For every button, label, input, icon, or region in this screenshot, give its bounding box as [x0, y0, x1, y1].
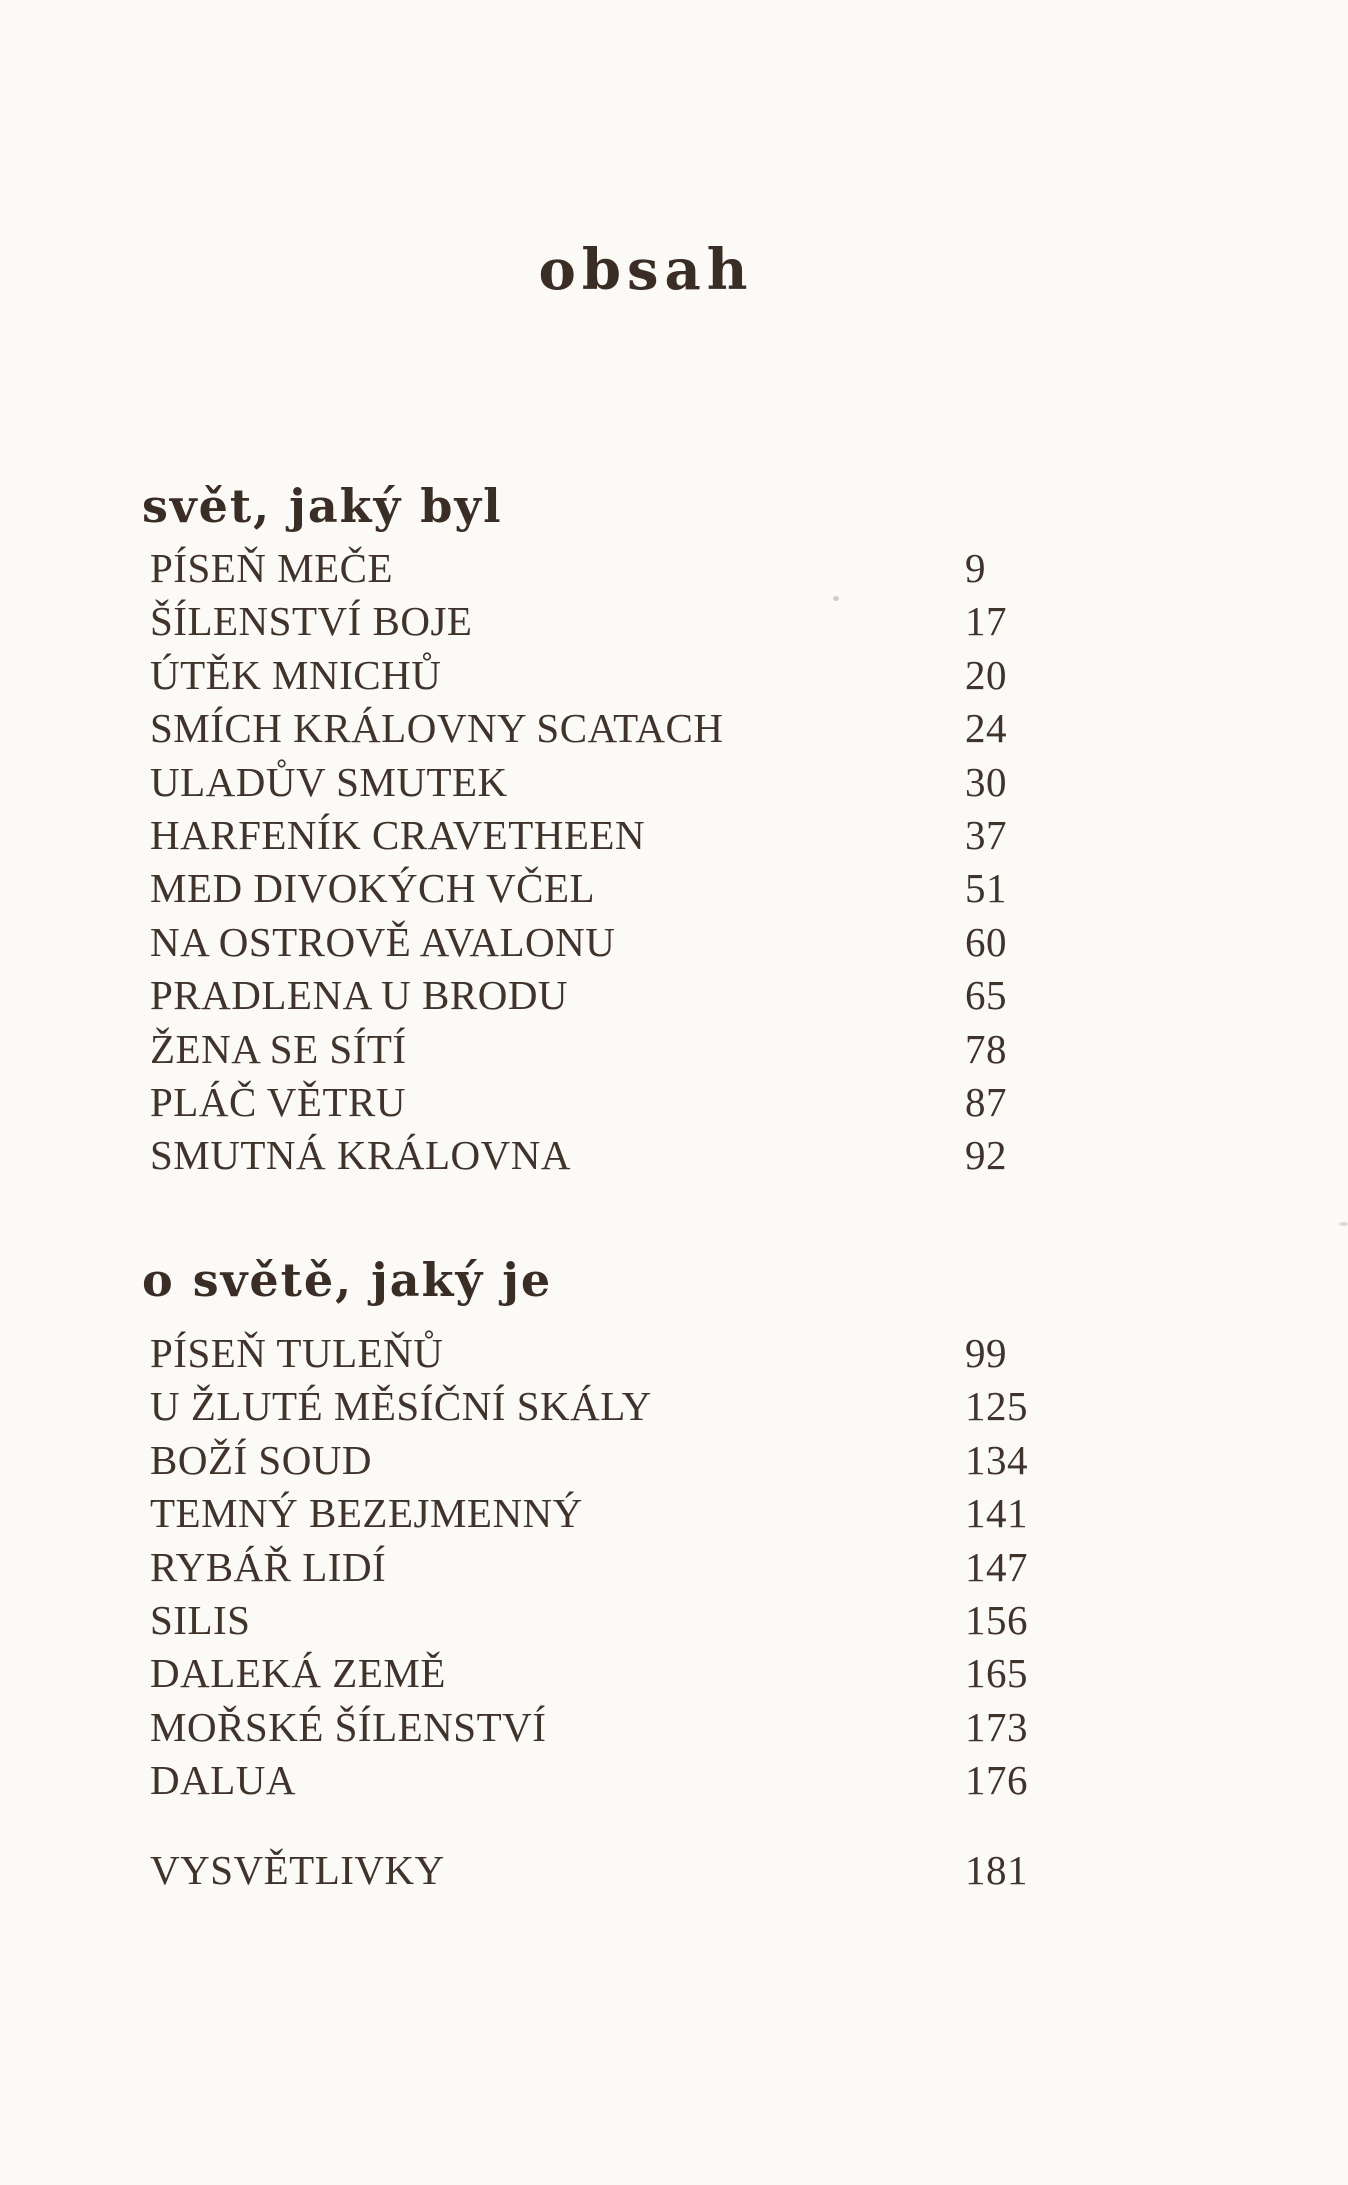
- section-heading-world-as-it-was: svět, jaký byl: [142, 479, 503, 534]
- page-number: 147: [965, 1543, 1028, 1590]
- chapter-title: ULADŮV SMUTEK: [150, 758, 508, 805]
- section-heading-world-as-it-is: o světě, jaký je: [142, 1253, 553, 1308]
- page-number: 156: [965, 1596, 1028, 1643]
- toc-row: [150, 809, 1250, 862]
- chapter-title: PÍSEŇ TULEŇŮ: [150, 1330, 444, 1376]
- chapter-title: PLÁČ VĚTRU: [150, 1078, 406, 1125]
- toc-row: [150, 969, 1250, 1022]
- toc-list-section-2: [150, 1327, 1250, 1808]
- toc-row: [150, 862, 1250, 915]
- chapter-title: MED DIVOKÝCH VČEL: [150, 865, 596, 912]
- page-number: 51: [965, 865, 1007, 912]
- toc-row: [150, 916, 1250, 969]
- toc-row: [150, 649, 1250, 702]
- toc-row: [150, 702, 1250, 755]
- chapter-title: U ŽLUTÉ MĚSÍČNÍ SKÁLY: [150, 1383, 652, 1430]
- scan-artifact-dot: [1339, 1222, 1348, 1226]
- chapter-title: TEMNÝ BEZEJMENNÝ: [150, 1490, 583, 1537]
- chapter-title: ŽENA SE SÍTÍ: [150, 1025, 407, 1072]
- page-number: 9: [965, 545, 986, 591]
- page-number: 24: [965, 705, 1007, 752]
- toc-row: [150, 756, 1250, 809]
- page-number: 17: [965, 598, 1007, 645]
- toc-row: [150, 1023, 1250, 1076]
- chapter-title: SMÍCH KRÁLOVNY SCATACH: [150, 705, 724, 752]
- page-number: 181: [965, 1847, 1028, 1893]
- page-number: 92: [965, 1132, 1007, 1179]
- chapter-title: VYSVĚTLIVKY: [150, 1847, 445, 1893]
- toc-row: [150, 1380, 1250, 1433]
- chapter-title: ŠÍLENSTVÍ BOJE: [150, 598, 473, 645]
- page-number: 37: [965, 811, 1007, 858]
- toc-row: [150, 1541, 1250, 1594]
- toc-row: [150, 1129, 1250, 1182]
- toc-row: [150, 1076, 1250, 1129]
- toc-row: [150, 1647, 1250, 1700]
- chapter-title: NA OSTROVĚ AVALONU: [150, 918, 616, 965]
- chapter-title: BOŽÍ SOUD: [150, 1436, 373, 1483]
- page-title: obsah: [538, 236, 754, 303]
- toc-row: [150, 1327, 1250, 1380]
- chapter-title: HARFENÍK CRAVETHEEN: [150, 811, 646, 858]
- page-number: 176: [965, 1757, 1028, 1804]
- page-number: 99: [965, 1330, 1007, 1376]
- chapter-title: DALUA: [150, 1757, 296, 1804]
- toc-row: [150, 1434, 1250, 1487]
- page-number: 165: [965, 1650, 1028, 1697]
- toc-row: [150, 542, 1250, 595]
- toc-row: [150, 1844, 1250, 1897]
- chapter-title: PÍSEŇ MEČE: [150, 545, 394, 591]
- page-number: 78: [965, 1025, 1007, 1072]
- toc-row: [150, 1487, 1250, 1540]
- page-number: 60: [965, 918, 1007, 965]
- toc-row: [150, 1594, 1250, 1647]
- chapter-title: ÚTĚK MNICHŮ: [150, 651, 442, 698]
- chapter-title: SILIS: [150, 1596, 251, 1643]
- page-number: 87: [965, 1078, 1007, 1125]
- toc-list-section-1: [150, 542, 1250, 1183]
- chapter-title: MOŘSKÉ ŠÍLENSTVÍ: [150, 1703, 547, 1750]
- chapter-title: SMUTNÁ KRÁLOVNA: [150, 1132, 571, 1179]
- page-number: 125: [965, 1383, 1028, 1430]
- toc-row: [150, 1701, 1250, 1754]
- chapter-title: DALEKÁ ZEMĚ: [150, 1650, 446, 1697]
- toc-row: [150, 595, 1250, 648]
- page-number: 30: [965, 758, 1007, 805]
- page-number: 134: [965, 1436, 1028, 1483]
- toc-appendix: [150, 1844, 1250, 1897]
- toc-row: [150, 1754, 1250, 1807]
- page-number: 173: [965, 1703, 1028, 1750]
- page-number: 141: [965, 1490, 1028, 1537]
- chapter-title: RYBÁŘ LIDÍ: [150, 1543, 387, 1590]
- page-number: 20: [965, 651, 1007, 698]
- page-number: 65: [965, 972, 1007, 1019]
- chapter-title: PRADLENA U BRODU: [150, 972, 569, 1019]
